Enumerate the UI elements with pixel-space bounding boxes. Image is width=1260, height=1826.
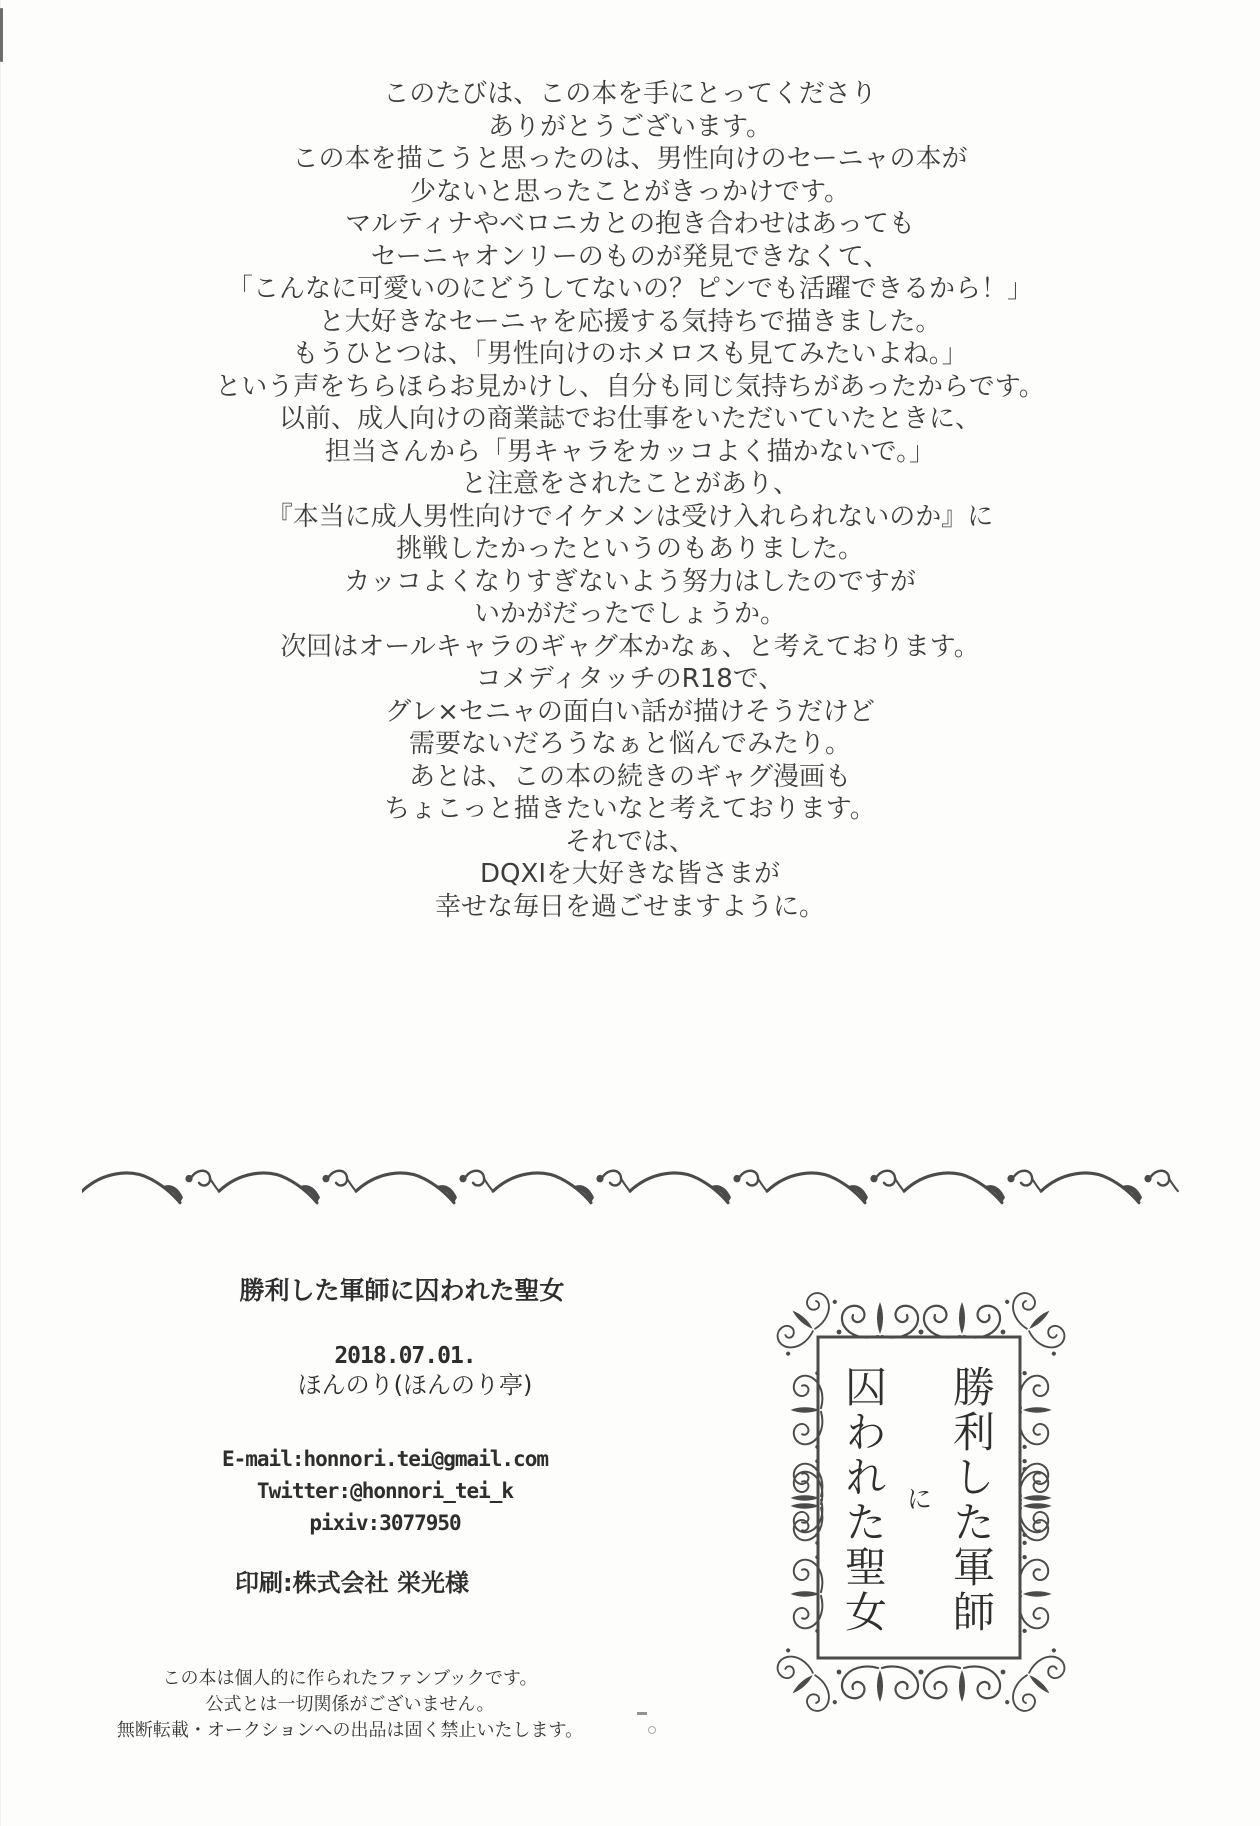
title-frame <box>772 1288 1070 1716</box>
afterword-line: それでは、 <box>564 826 695 857</box>
afterword-line: DQXIを大好きな皆さまが <box>480 859 780 889</box>
afterword-line: 担当さんから「男キャラをカッコよく描かないで。」 <box>324 436 936 467</box>
afterword-line: もうひとつは、「男性向けのホメロスも見てみたいよね。」 <box>292 339 968 369</box>
afterword-line: セーニャオンリーのものが発見できなくて、 <box>370 241 890 272</box>
twitter-handle: Twitter:@honnori_tei_k <box>256 1479 514 1503</box>
disclaimer-line: 無断転載・オークションへの出品は固く禁止いたします。 <box>116 1720 584 1741</box>
circle-name: ほんのり(ほんのり亭) <box>297 1371 533 1399</box>
afterword-line: 挑戦したかったというのもありました。 <box>395 534 864 564</box>
vertical-title-column-right: 勝利した軍師 <box>947 1365 996 1635</box>
printer-credit: 印刷:株式会社 栄光様 <box>235 1569 469 1597</box>
vertical-book-title <box>818 1337 1020 1658</box>
scan-speck <box>637 1712 647 1715</box>
afterword-line: 需要ないだろうなぁと悩んでみたり。 <box>408 729 851 759</box>
afterword-paragraph-4 <box>130 631 1130 761</box>
afterword-line: コメディタッチのR18で、 <box>475 664 785 694</box>
afterword-line: 次回はオールキャラのギャグ本かなぁ、と考えております。 <box>280 631 980 662</box>
email-address: E-mail:honnori.tei@gmail.com <box>221 1447 548 1471</box>
wave-swirl-ornament-icon <box>82 1164 1182 1210</box>
pixiv-id: pixiv:3077950 <box>309 1511 461 1535</box>
book-title: 勝利した軍師に囚われた聖女 <box>239 1276 565 1305</box>
afterword-line: と大好きなセーニャを応援する気持ちで描きました。 <box>318 306 942 337</box>
disclaimer <box>70 1666 630 1744</box>
afterword-line: このたびは、この本を手にとってくださり <box>383 79 877 109</box>
disclaimer-line: 公式とは一切関係がございません。 <box>205 1694 495 1715</box>
afterword-line: グレ×セニャの面白い話が描けそうだけど <box>385 696 875 727</box>
afterword-line: と注意をされたことがあり、 <box>460 469 799 499</box>
afterword-line: 「こんなに可愛いのにどうしてないの？ピンでも活躍できるから！」 <box>226 274 1033 304</box>
afterword-line: 以前、成人向けの商業誌でお仕事をいただいていたときに、 <box>278 404 981 434</box>
afterword-paragraph-2 <box>130 143 1130 338</box>
afterword-line: この本を描こうと思ったのは、男性向けのセーニャの本が <box>292 144 968 174</box>
publication-date: 2018.07.01. <box>334 1343 476 1369</box>
afterword-line: 幸せな毎日を過ごせますように。 <box>434 891 825 922</box>
afterword-paragraph-5 <box>130 761 1130 826</box>
afterword-paragraph-6 <box>130 826 1130 924</box>
vertical-title-particle: に <box>902 1485 932 1511</box>
afterword-line: ありがとうございます。 <box>488 111 772 142</box>
afterword-paragraph-3 <box>130 338 1130 631</box>
ornamental-divider <box>82 1164 1182 1210</box>
disclaimer-line: この本は個人的に作られたファンブックです。 <box>162 1668 538 1689</box>
scan-edge-line <box>0 0 1 1826</box>
scan-edge-mark <box>0 8 3 62</box>
afterword-line: 『本当に成人男性向けでイケメンは受け入れられないのか』に <box>266 501 994 532</box>
scan-speck <box>648 1726 656 1734</box>
afterword-line: ちょこっと描きたいなと考えております。 <box>384 794 876 824</box>
afterword-line: いかがだったでしょうか。 <box>473 599 786 629</box>
afterword-paragraph-1 <box>130 78 1130 143</box>
afterword-line: カッコよくなりすぎないよう努力はしたのですが <box>344 566 916 597</box>
afterword-line: マルティナやベロニカとの抱き合わせはあっても <box>345 209 915 239</box>
afterword-line: 少ないと思ったことがきっかけです。 <box>410 176 850 207</box>
afterword-text <box>130 78 1130 923</box>
vertical-title-column-left: 囚われた聖女 <box>839 1365 888 1635</box>
afterword-line: あとは、この本の続きのギャグ漫画も <box>408 761 851 792</box>
colophon <box>70 1276 690 1744</box>
afterword-line: という声をちらほらお見かけし、自分も同じ気持ちがあったからです。 <box>215 371 1045 402</box>
